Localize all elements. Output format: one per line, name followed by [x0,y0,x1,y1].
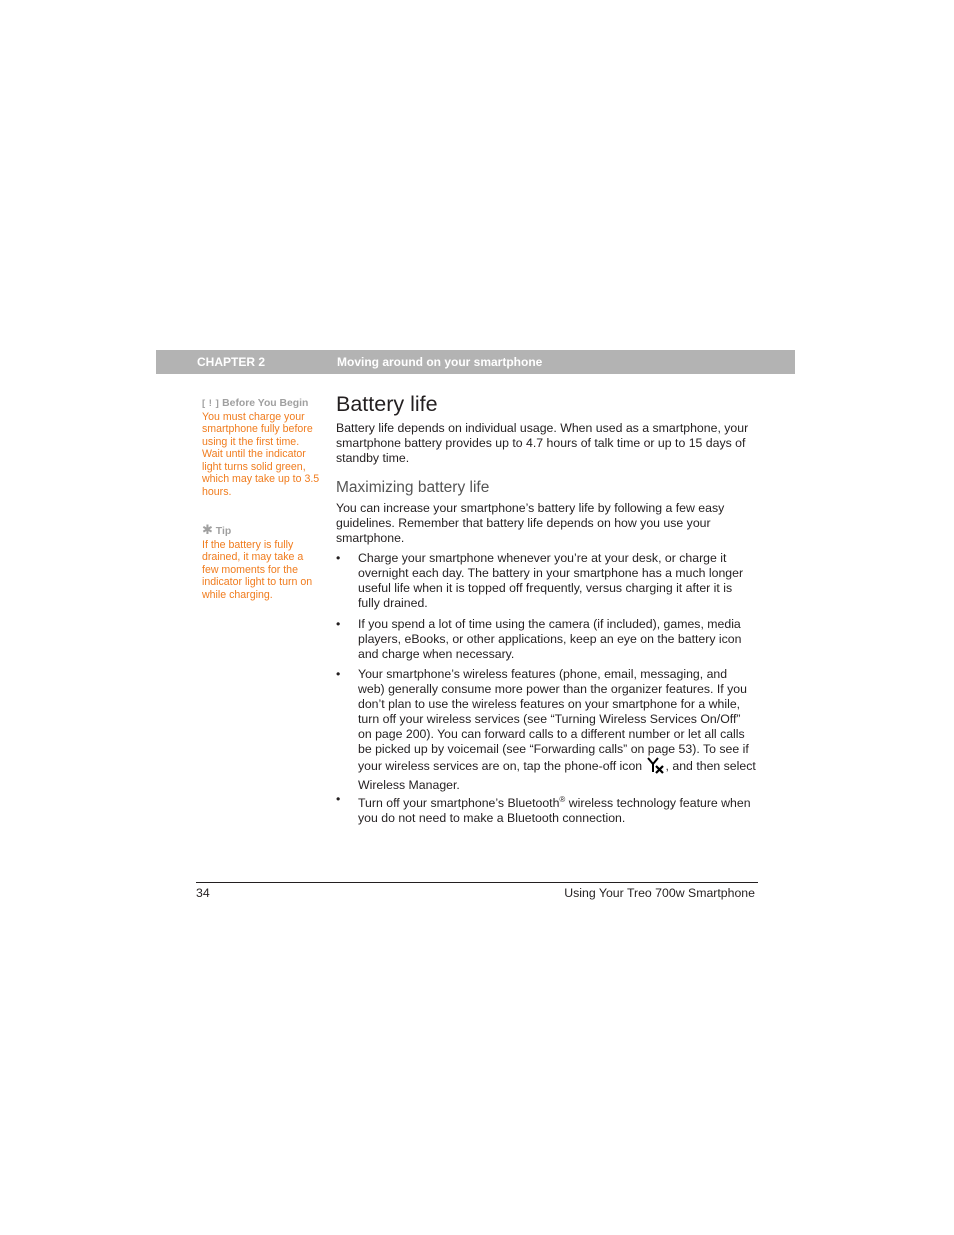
tip-heading [202,524,320,539]
bullet-item [336,792,756,826]
bullet-item [336,551,756,611]
bullet-marker: • [336,617,341,631]
before-you-begin-note [202,398,320,498]
bullet-text [358,667,756,793]
intro-text: Battery life depends on individual usage. When used as a smartphone, your smartphone battery provides up to 4.7 hours of talk time or up to 15 days of standby time. [336,421,749,465]
bullet-marker: • [336,667,341,681]
bullet-text: Charge your smartphone whenever you’re at your desk, or charge it overnight each day. The battery in your smartphone has a much longer useful life when it is topped off frequently, versus charging it after it is fully drained. [358,551,744,610]
phone-off-icon [647,757,665,778]
page-title: Battery life [336,392,438,416]
bullet-text [358,792,756,826]
bullet-text: If you spend a lot of time using the camera (if included), games, media players, eBooks, or other applications, keep an eye on the battery icon and charge when necessary. [358,617,742,661]
chapter-title: Moving around on your smartphone [337,355,543,369]
before-you-begin-heading [202,398,320,411]
bullet-item [336,617,756,662]
before-you-begin-body: You must charge your smartphone fully before using it the first time. Wait until the indicator light turns solid green, which may take up to 3.5 hours. [202,410,320,498]
footer-divider [196,882,758,883]
tip-heading-text: Tip [215,526,232,537]
bullet-marker: • [336,551,341,565]
subsection-intro-text: You can increase your smartphone’s battery life by following a few easy guidelines. Remember that battery life depends on how you use your smartphone. [336,501,725,545]
intro-paragraph [336,421,758,466]
alert-icon: [ ! ] [202,398,220,409]
section-subtitle: Maximizing battery life [336,479,490,496]
tip-note [202,524,320,601]
bullet-item [336,667,756,793]
bullet-text-part: , and then select Wireless Manager. [358,759,756,792]
registered-mark: ® [559,795,566,804]
chapter-header-bar [156,350,795,374]
book-title: Using Your Treo 700w Smartphone [564,886,755,900]
tip-body: If the battery is fully drained, it may take a few moments for the indicator light to turn on while charging. [202,538,313,601]
subsection-intro [336,501,758,546]
bullet-marker: • [336,792,341,806]
bullet-text-part: Turn off your smartphone’s Bluetooth [358,796,560,811]
chapter-label: CHAPTER 2 [197,355,266,369]
asterisk-icon: ✱ [202,522,213,537]
bullet-text-part: Your smartphone’s wireless features (phone, email, messaging, and web) generally consume more power than the organizer features. If you don’t plan to use the wireless features on your smartphone for a while, turn off your wireless services (see “Turning Wireless Services On/Off” on page 200). You can forward calls to a different number or let all calls be picked up by voicemail (see “Forwarding calls” on page 53). To see if your wireless services are on, tap the phone-off icon [358,667,749,773]
bullet-text-part: wireless technology feature when you do not need to make a Bluetooth connection. [358,796,751,826]
before-heading-text: Before You Begin [222,398,309,409]
page-number: 34 [196,886,210,900]
